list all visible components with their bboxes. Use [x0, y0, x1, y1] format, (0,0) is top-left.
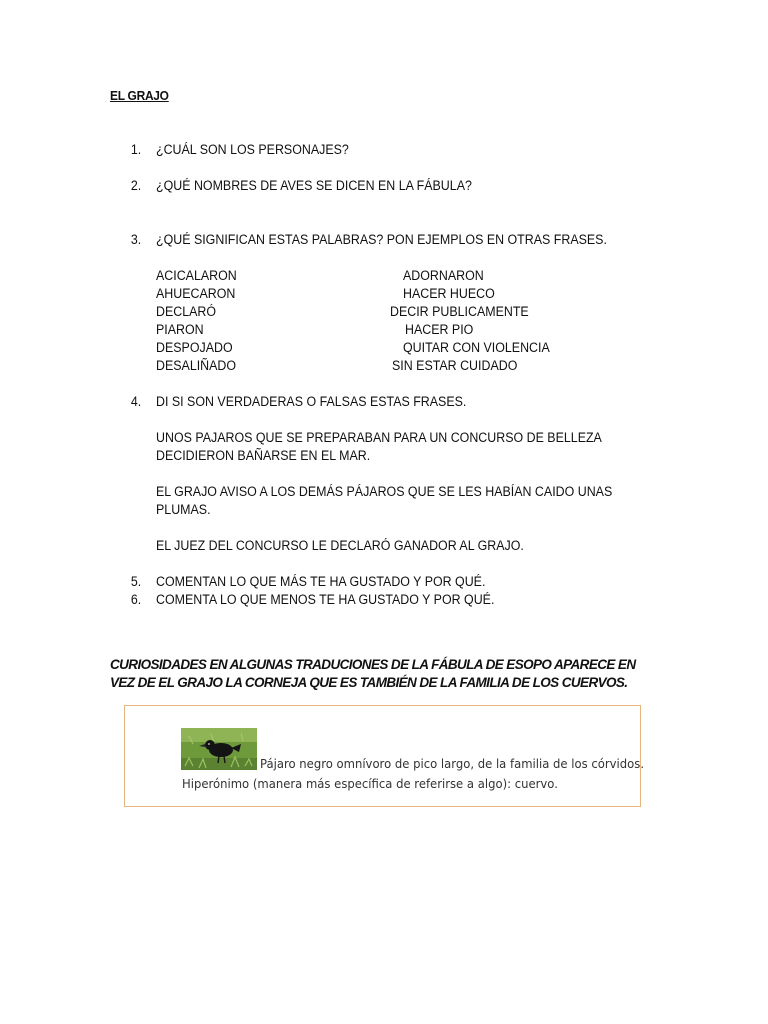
question-number: 6. [130, 592, 142, 607]
vocab-word: DESALIÑADO [156, 358, 237, 373]
question-number: 5. [130, 574, 142, 589]
dictionary-definition: Pájaro negro omnívoro de pico largo, de la familia de los córvidos. [260, 756, 645, 771]
curiosity-note-line: VEZ DE EL GRAJO LA CORNEJA QUE ES TAMBIÉN DE LA FAMILIA DE LOS CUERVOS. [110, 675, 628, 690]
question-text: DI SI SON VERDADERAS O FALSAS ESTAS FRASES. [156, 394, 467, 409]
question-number: 2. [130, 178, 142, 193]
dictionary-entry-box [124, 705, 645, 807]
vocab-word: DECLARÓ [156, 304, 217, 319]
dictionary-hypernym: Hiperónimo (manera más específica de referirse a algo): cuervo. [182, 776, 558, 791]
vocab-word: ACICALARON [156, 268, 237, 283]
statement-line: DECIDIERON BAÑARSE EN EL MAR. [156, 448, 371, 463]
statement-line: UNOS PAJAROS QUE SE PREPARABAN PARA UN CONCURSO DE BELLEZA [156, 430, 602, 445]
question-text: ¿CUÁL SON LOS PERSONAJES? [156, 142, 349, 157]
statement-line: EL JUEZ DEL CONCURSO LE DECLARÓ GANADOR AL GRAJO. [156, 538, 524, 553]
vocab-meaning: QUITAR CON VIOLENCIA [403, 340, 550, 355]
vocab-meaning: SIN ESTAR CUIDADO [392, 358, 518, 373]
statement-line: EL GRAJO AVISO A LOS DEMÁS PÁJAROS QUE SE LES HABÍAN CAIDO UNAS [156, 484, 613, 499]
vocab-word: PIARON [156, 322, 204, 337]
statement-line: PLUMAS. [156, 502, 211, 517]
question-number: 1. [130, 142, 142, 157]
vocab-word: AHUECARON [156, 286, 236, 301]
question-text: ¿QUÉ SIGNIFICAN ESTAS PALABRAS? PON EJEMPLOS EN OTRAS FRASES. [156, 232, 607, 247]
vocab-meaning: HACER HUECO [403, 286, 495, 301]
question-text: COMENTAN LO QUE MÁS TE HA GUSTADO Y POR QUÉ. [156, 574, 486, 589]
curiosity-note-line: CURIOSIDADES EN ALGUNAS TRADUCIONES DE LA FÁBULA DE ESOPO APARECE EN [110, 657, 636, 672]
document-title: EL GRAJO [110, 88, 169, 103]
question-number: 3. [130, 232, 142, 247]
question-number: 4. [130, 394, 142, 409]
question-text: COMENTA LO QUE MENOS TE HA GUSTADO Y POR QUÉ. [156, 592, 495, 607]
vocab-meaning: ADORNARON [403, 268, 484, 283]
vocab-meaning: DECIR PUBLICAMENTE [390, 304, 529, 319]
question-text: ¿QUÉ NOMBRES DE AVES SE DICEN EN LA FÁBULA? [156, 178, 472, 193]
vocab-word: DESPOJADO [156, 340, 233, 355]
bird-photo-icon [181, 728, 257, 770]
vocab-meaning: HACER PIO [405, 322, 474, 337]
